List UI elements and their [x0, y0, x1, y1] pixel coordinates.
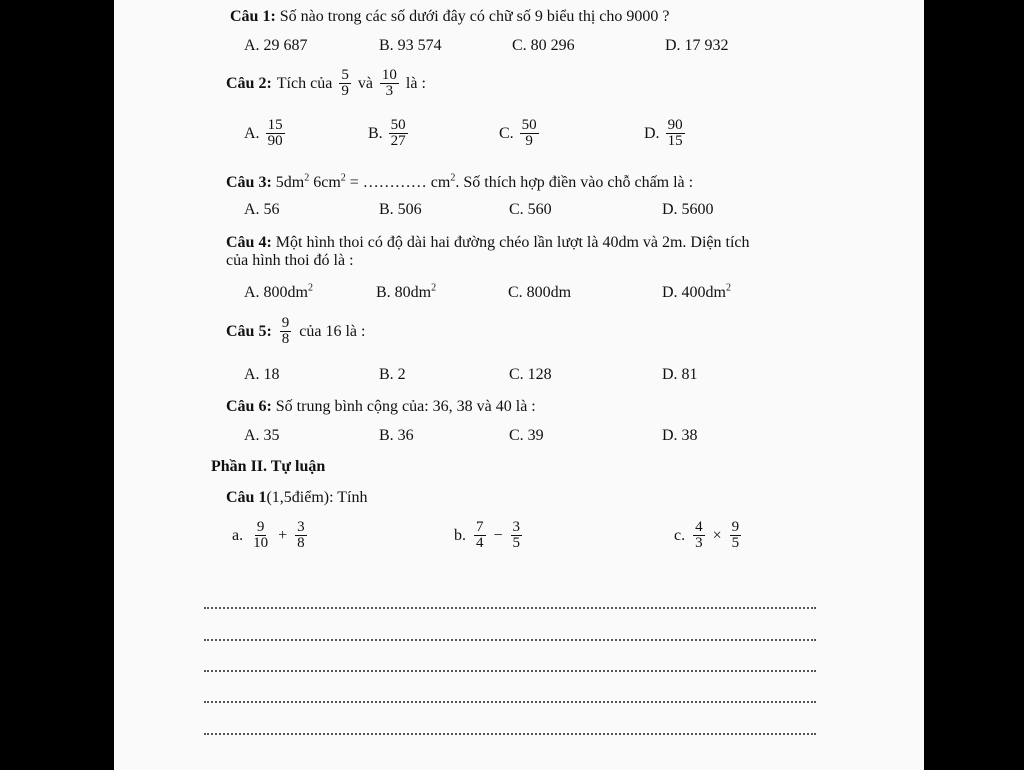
denominator: 5: [512, 535, 521, 551]
question-4-text: Một hình thoi có độ dài hai đường chéo lần lượt là 40dm và 2m. Diện tích: [275, 234, 750, 251]
answer-line: [204, 607, 816, 609]
question-4: [226, 234, 750, 252]
question-2-text: Tích của: [276, 74, 333, 92]
question-5-label: Câu 5:: [226, 322, 272, 340]
denominator: 90: [267, 133, 283, 149]
exercise-letter: b.: [454, 526, 466, 544]
q4-option-b: [376, 284, 436, 302]
fraction: [295, 520, 307, 551]
option-letter: C.: [499, 124, 514, 142]
numerator: 90: [667, 117, 683, 133]
option-text: A. 800dm: [244, 284, 308, 301]
q1-option-a: A. 29 687: [244, 37, 308, 54]
q5-option-c: C. 128: [509, 366, 552, 383]
worksheet-page: [114, 0, 924, 770]
superscript: 2: [304, 172, 310, 184]
question-2-text: và: [357, 74, 373, 92]
question-3-text: 6cm: [313, 174, 341, 191]
question-3-text: = ………… cm: [349, 174, 451, 191]
numerator: 9: [256, 519, 265, 535]
fraction: [389, 118, 408, 149]
q3-option-c: C. 560: [509, 201, 552, 218]
answer-line: [204, 639, 816, 641]
denominator: 9: [525, 133, 533, 149]
question-6: [226, 398, 536, 416]
exercise-b: [454, 520, 524, 551]
q4-option-c: [508, 284, 571, 302]
option-letter: B.: [368, 124, 383, 142]
fraction: [474, 520, 486, 551]
exercise-letter: a.: [232, 526, 244, 544]
question-3: [226, 174, 693, 192]
question-5-text: của 16 là :: [299, 322, 366, 340]
superscript: 2: [726, 282, 731, 294]
denominator: 27: [390, 133, 406, 149]
operator: −: [493, 526, 503, 544]
exercise-letter: c.: [674, 526, 686, 544]
numerator: 4: [695, 519, 703, 535]
question-1: [230, 8, 670, 26]
numerator: 50: [521, 117, 537, 133]
option-text: B. 80dm: [376, 284, 432, 301]
essay-task-text: (1,5điểm): Tính: [266, 489, 368, 506]
fraction: [380, 68, 399, 99]
exercise-c: [674, 520, 743, 551]
operator: +: [278, 526, 288, 544]
fraction: [511, 520, 523, 551]
numerator: 9: [281, 315, 290, 331]
q5-option-d: D. 81: [662, 366, 698, 383]
fraction: [339, 68, 351, 99]
option-letter: A.: [244, 124, 260, 142]
operator: ×: [712, 526, 722, 544]
q1-option-d: D. 17 932: [665, 37, 729, 54]
fraction: [251, 520, 270, 551]
question-1-text: Số nào trong các số dưới đây có chữ số 9 biểu thị cho 9000 ?: [279, 8, 670, 25]
fraction: [520, 118, 539, 149]
question-6-label: Câu 6:: [226, 398, 272, 415]
q4-option-a: [244, 284, 313, 302]
denominator: 3: [695, 535, 703, 551]
denominator: 4: [476, 535, 484, 551]
numerator: 3: [512, 519, 521, 535]
question-2-text: là :: [405, 74, 426, 92]
q3-option-b: B. 506: [379, 201, 422, 218]
q2-option-d: [644, 118, 687, 149]
option-text: D. 400dm: [662, 284, 726, 301]
q5-option-b: B. 2: [379, 366, 406, 383]
option-text: C. 800dm: [508, 284, 572, 301]
option-letter: D.: [644, 124, 660, 142]
q2-option-a: [244, 118, 287, 149]
numerator: 5: [341, 67, 349, 83]
numerator: 3: [297, 519, 305, 535]
superscript: 2: [340, 172, 346, 184]
q6-option-a: A. 35: [244, 427, 280, 444]
denominator: 9: [341, 83, 349, 99]
question-3-label: Câu 3:: [226, 174, 272, 191]
q6-option-d: D. 38: [662, 427, 698, 444]
fraction: [266, 118, 285, 149]
answer-line: [204, 670, 816, 672]
numerator: 9: [731, 519, 740, 535]
question-4-line2: của hình thoi đó là :: [226, 252, 354, 269]
numerator: 10: [381, 67, 397, 83]
fraction: [280, 316, 292, 347]
q5-option-a: A. 18: [244, 366, 280, 383]
q1-option-c: C. 80 296: [512, 37, 575, 54]
question-3-text: . Số thích hợp điền vào chỗ chấm là :: [455, 174, 694, 191]
answer-line: [204, 701, 816, 703]
denominator: 8: [281, 331, 290, 347]
superscript: 2: [308, 282, 313, 294]
denominator: 10: [253, 535, 269, 551]
exercise-a: [232, 520, 309, 551]
section-title: Phần II. Tự luận: [211, 458, 326, 475]
numerator: 15: [267, 117, 283, 133]
fraction: [666, 118, 685, 149]
denominator: 5: [731, 535, 740, 551]
question-2-label: Câu 2:: [226, 74, 272, 92]
q6-option-b: B. 36: [379, 427, 414, 444]
essay-task-label: Câu 1: [226, 489, 267, 506]
fraction: [693, 520, 705, 551]
denominator: 3: [385, 83, 394, 99]
q2-option-b: [368, 118, 410, 149]
question-2: [226, 68, 426, 99]
q3-option-d: D. 5600: [662, 201, 714, 218]
question-4-label: Câu 4:: [226, 234, 272, 251]
denominator: 8: [297, 535, 305, 551]
numerator: 7: [476, 519, 484, 535]
q4-option-d: [662, 284, 731, 302]
q6-option-c: C. 39: [509, 427, 544, 444]
question-3-text: 5dm: [275, 174, 305, 191]
fraction: [730, 520, 742, 551]
question-6-text: Số trung bình cộng của: 36, 38 và 40 là :: [275, 398, 536, 415]
superscript: 2: [450, 172, 456, 184]
denominator: 15: [667, 133, 683, 149]
essay-task: [226, 489, 367, 507]
superscript: 2: [431, 282, 437, 294]
question-5: [226, 316, 365, 347]
q2-option-c: [499, 118, 541, 149]
answer-line: [204, 733, 816, 735]
numerator: 50: [390, 117, 406, 133]
q1-option-b: B. 93 574: [379, 37, 442, 54]
q3-option-a: A. 56: [244, 201, 280, 218]
question-1-label: Câu 1:: [230, 8, 276, 25]
